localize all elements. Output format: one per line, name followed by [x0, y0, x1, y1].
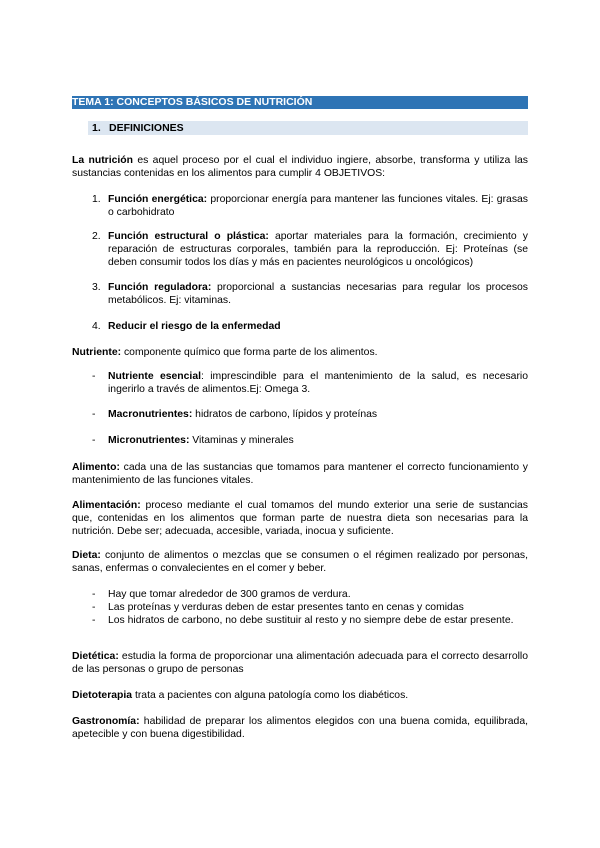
list-number: 1.	[92, 194, 101, 205]
bullet-item: Nutriente esencial: imprescindible para el mantenimiento de la salud, es necesario ingerirlo a través de alimentos.Ej: Omega 3.	[108, 371, 528, 395]
bullet-item: Los hidratos de carbono, no debe sustituir al resto y no siempre debe de estar presente.	[108, 615, 514, 626]
section-label: DEFINICIONES	[109, 122, 184, 134]
bullet: -	[92, 409, 96, 420]
list-item: Función reguladora: proporcional a sustancias necesarias para regular los procesos metabólicos. Ej: vitaminas.	[108, 282, 529, 306]
list-item: Función estructural o plástica: aportar materiales para la formación, crecimiento y reparación de estructuras corporales, también para la reproducción. Ej: Proteínas (se deben consumir todos los días y más en pacientes neurológicos u oncológicos)	[108, 231, 528, 268]
bullet-item: Hay que tomar alrededor de 300 gramos de verdura.	[108, 589, 351, 600]
paragraph-nutricion	[72, 154, 528, 180]
paragraph-dietoterapia: Dietoterapia trata a pacientes con alguna patología como los diabéticos.	[72, 690, 409, 701]
bullet-item: Micronutrientes: Vitaminas y minerales	[108, 435, 294, 446]
bullet: -	[92, 371, 96, 382]
page-title: TEMA 1: CONCEPTOS BÁSICOS DE NUTRICIÓN	[72, 96, 528, 109]
paragraph-nutriente: Nutriente: componente químico que forma parte de los alimentos.	[72, 347, 378, 358]
section-number: 1.	[92, 122, 101, 134]
paragraph-dietetica: Dietética: estudia la forma de proporcionar una alimentación adecuada para el correcto desarrollo de las personas o grupo de personas	[72, 651, 528, 675]
list-number: 2.	[92, 231, 101, 242]
paragraph-alimentacion: Alimentación: proceso mediante el cual tomamos del mundo exterior una serie de sustancias que, contenidas en los alimentos que forman parte de nuestra dieta son necesarias para la nutrición. Debe ser; adecuada, accesible, variada, inocua y suficiente.	[72, 500, 528, 537]
bullet: -	[92, 435, 96, 446]
bullet: -	[92, 615, 96, 626]
definition: es aquel proceso por el cual el individuo ingiere, absorbe, transforma y utiliza las sustancias contenidas en los alimentos para cumplir 4 OBJETIVOS:	[72, 155, 528, 179]
paragraph-alimento: Alimento: cada una de las sustancias que tomamos para mantener el correcto funcionamiento y mantenimiento de las funciones vitales.	[72, 462, 528, 486]
bullet-item: Las proteínas y verduras deben de estar presentes tanto en cenas y comidas	[108, 602, 464, 613]
section-heading	[88, 121, 528, 135]
bullet-item: Macronutrientes: hidratos de carbono, lípidos y proteínas	[108, 409, 378, 420]
paragraph-dieta: Dieta: conjunto de alimentos o mezclas que se consumen o el régimen realizado por personas, sanas, enfermas o convalecientes en el comer y beber.	[72, 550, 528, 574]
term: La nutrición	[72, 155, 133, 166]
paragraph-gastronomia: Gastronomía: habilidad de preparar los alimentos elegidos con una buena comida, equilibrada, apetecible y con buena digestibilidad.	[72, 716, 528, 740]
list-item: Reducir el riesgo de la enfermedad	[108, 321, 281, 332]
list-number: 3.	[92, 282, 101, 293]
list-number: 4.	[92, 321, 101, 332]
list-item: Función energética: proporcionar energía para mantener las funciones vitales. Ej: grasas o carbohidrato	[108, 194, 528, 218]
bullet: -	[92, 589, 96, 600]
bullet: -	[92, 602, 96, 613]
